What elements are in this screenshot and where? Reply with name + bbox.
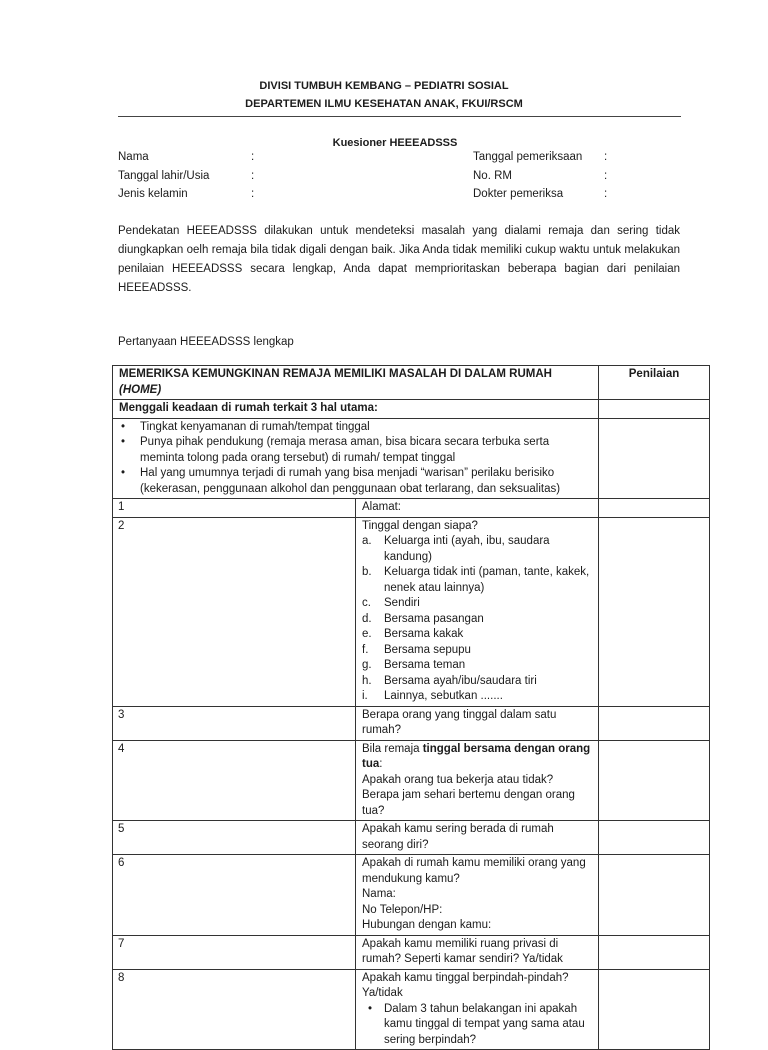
header-divider [118,116,681,117]
main-points-list [119,420,592,498]
option-text: Sendiri [384,597,420,609]
question-text-post: : [379,758,383,770]
field-label-dokter: Dokter pemeriksa [473,188,564,200]
option-letter: b. [362,566,372,578]
option-letter: a. [362,535,372,547]
option-text: Bersama sepupu [384,643,471,656]
section-heading: Menggali keadaan di rumah terkait 3 hal utama: [113,400,599,419]
score-cell[interactable] [599,855,710,936]
table-row [113,418,710,499]
table-row [113,706,710,740]
question-number: 5 [113,821,356,855]
intro-paragraph: Pendekatan HEEEADSSS dilakukan untuk mendeteksi masalah yang dialami remaja dan sering tidak diungkapkan oelh remaja bila tidak digali dengan baik. Jika Anda tidak memiliki cukup waktu untuk melakukan penilaian HEEEADSSS secara lengkap, Anda dapat memprioritaskan beberapa bagian dari penilaian HEEEADSSS. [118,225,680,294]
option-letter: d. [362,612,372,625]
question-number: 4 [113,740,356,821]
option-letter: c. [362,597,371,609]
score-cell[interactable] [599,740,710,821]
table-row [113,855,710,936]
question-number: 1 [113,499,356,518]
question-text: Apakah kamu sering berada di rumah seorang diri? [356,821,599,855]
question-text-pre: Bila remaja [362,742,423,755]
option-text: Lainnya, sebutkan ....... [384,690,503,702]
field-colon: : [604,170,608,182]
question-cell [356,969,599,1050]
score-cell[interactable] [599,969,710,1050]
option-item [362,643,592,659]
table-row [113,499,710,518]
list-item: • Hal yang umumnya terjadi di rumah yang bisa menjadi “warisan” perilaku berisiko (kekerasan, penggunaan alkohol dan penggunaan obat terlarang, dan seksualitas) [140,466,592,497]
option-item [362,596,592,612]
page-title: Kuesioner HEEEADSSS [332,137,458,149]
option-letter: f. [362,643,369,656]
field-label-no-rm: No. RM [473,170,512,182]
score-cell[interactable] [599,400,710,419]
option-item [362,565,592,596]
score-cell[interactable] [599,499,710,518]
field-label-jenis-kelamin: Jenis kelamin [118,188,188,200]
table-row [113,935,710,969]
question-text-emphasis: tinggal bersama dengan orang tua [362,742,591,770]
question-subline: Nama: [362,888,396,900]
option-letter: h. [362,674,372,687]
question-text: Apakah di rumah kamu memiliki orang yang mendukung kamu? [362,857,586,885]
table-row [113,517,710,706]
option-text: Bersama pasangan [384,612,484,625]
question-text: Berapa orang yang tinggal dalam satu rumah? [356,706,599,740]
score-cell[interactable] [599,821,710,855]
option-item [362,612,592,628]
field-label-tanggal-pemeriksaan: Tanggal pemeriksaan [473,151,583,163]
header-division: DIVISI TUMBUH KEMBANG – PEDIATRI SOSIAL [259,80,509,92]
table-header-title [113,366,599,400]
option-text: Bersama kakak [384,628,464,640]
question-number: 6 [113,855,356,936]
section-subtitle: Pertanyaan HEEEADSSS lengkap [118,336,294,348]
field-colon: : [604,151,608,163]
table-header-title-line2: (HOME) [119,383,162,396]
score-column-header: Penilaian [599,366,710,400]
question-cell [356,517,599,706]
table-row [113,740,710,821]
option-text: Keluarga tidak inti (paman, tante, kakek, nenek atau lainnya) [384,566,590,594]
field-label-nama: Nama [118,151,149,163]
table-row [113,821,710,855]
table-header-row [113,366,710,400]
question-cell [356,855,599,936]
header-department: DEPARTEMEN ILMU KESEHATAN ANAK, FKUI/RSCM [245,98,523,110]
main-points-cell [113,418,599,499]
question-subline: Hubungan dengan kamu: [362,919,492,931]
question-text: Alamat: [356,499,599,518]
question-cell [356,740,599,821]
question-bullet: • Dalam 3 tahun belakangan ini apakah kamu tinggal di tempat yang sama atau sering berpindah? [362,1002,592,1049]
field-colon: : [251,151,255,163]
option-item [362,689,592,705]
question-subline: Berapa jam sehari bertemu dengan orang tua? [362,789,575,817]
question-text: Apakah kamu memiliki ruang privasi di rumah? Seperti kamar sendiri? Ya/tidak [356,935,599,969]
table-header-title-line1: MEMERIKSA KEMUNGKINAN REMAJA MEMILIKI MASALAH DI DALAM RUMAH [119,368,552,380]
question-number: 8 [113,969,356,1050]
score-cell[interactable] [599,418,710,499]
question-number: 2 [113,517,356,706]
question-number: 7 [113,935,356,969]
option-item [362,674,592,690]
field-label-tanggal-lahir: Tanggal lahir/Usia [118,170,210,182]
score-cell[interactable] [599,706,710,740]
option-letter: i. [362,690,368,702]
question-number: 3 [113,706,356,740]
option-letter: e. [362,628,372,640]
table-row [113,400,710,419]
question-text [362,742,592,773]
options-list [362,534,592,705]
table-row [113,969,710,1050]
list-item: • Punya pihak pendukung (remaja merasa aman, bisa bicara secara terbuka serta meminta tolong pada orang tersebut) di rumah/ tempat tinggal [140,435,592,466]
question-subline: No Telepon/HP: [362,903,443,916]
score-cell[interactable] [599,517,710,706]
option-item [362,534,592,565]
option-item [362,627,592,643]
field-colon: : [604,188,608,200]
option-text: Bersama teman [384,659,466,671]
score-cell[interactable] [599,935,710,969]
list-item: • Tingkat kenyamanan di rumah/tempat tinggal [140,420,592,436]
option-text: Keluarga inti (ayah, ibu, saudara kandung) [384,535,550,563]
question-text: Apakah kamu tinggal berpindah-pindah? Ya/tidak [362,971,569,999]
field-colon: : [251,188,255,200]
option-text: Bersama ayah/ibu/saudara tiri [384,674,537,687]
field-colon: : [251,170,255,182]
option-item [362,658,592,674]
question-text: Tinggal dengan siapa? [362,519,478,532]
question-subline: Apakah orang tua bekerja atau tidak? [362,773,554,786]
option-letter: g. [362,659,372,671]
questionnaire-table [112,365,710,1050]
